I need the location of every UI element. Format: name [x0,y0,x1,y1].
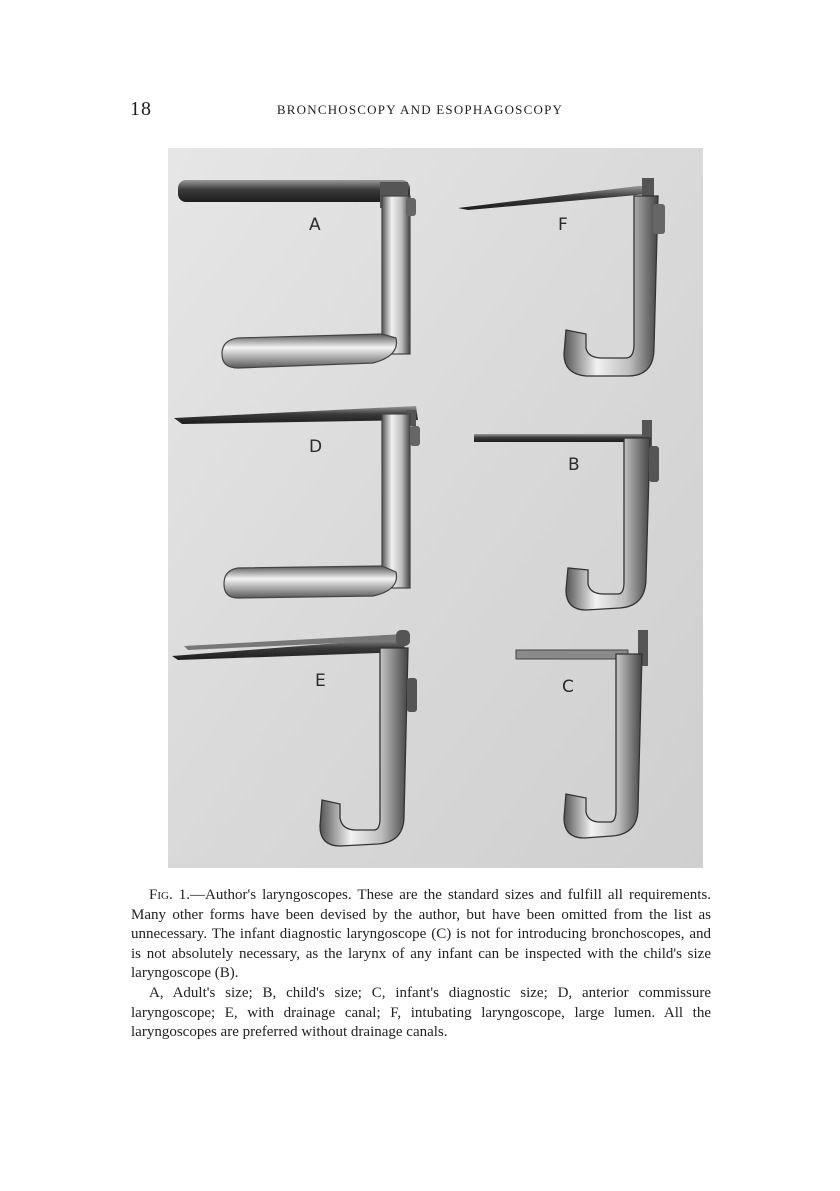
figure-number: Fig. 1. [149,887,190,903]
label-d: D [309,437,323,457]
label-e: E [315,671,326,691]
figure-caption [131,886,711,1043]
caption-paragraph-2 [131,984,711,1043]
caption-paragraph-1 [131,886,711,984]
label-a: A [309,215,321,235]
label-c: C [562,677,574,697]
caption-text-1: —Author's laryngoscopes. These are the standard sizes and fulfill all requirements. Many other forms have been devised by the author, but have been omitted from the list as unnecessary. The infant diagnostic laryngoscope (C) is not for introducing bronchoscopes, and is not absolutely necessary, as the larynx of any infant can be inspected with the child's size laryngoscope (B). [131,887,711,982]
caption-text-2: A, Adult's size; B, child's size; C, infant's diagnostic size; D, anterior commissure laryngoscope; E, with drainage canal; F, intubating laryngoscope, large lumen. All the laryngoscopes are preferred without drainage canals. [131,984,711,1041]
running-head: BRONCHOSCOPY AND ESOPHAGOSCOPY [276,102,564,117]
laryngoscopes-photograph [168,148,703,868]
label-b: B [568,455,580,475]
page-number: 18 [130,98,152,120]
label-f: F [558,215,568,235]
figure-plate [168,148,703,868]
